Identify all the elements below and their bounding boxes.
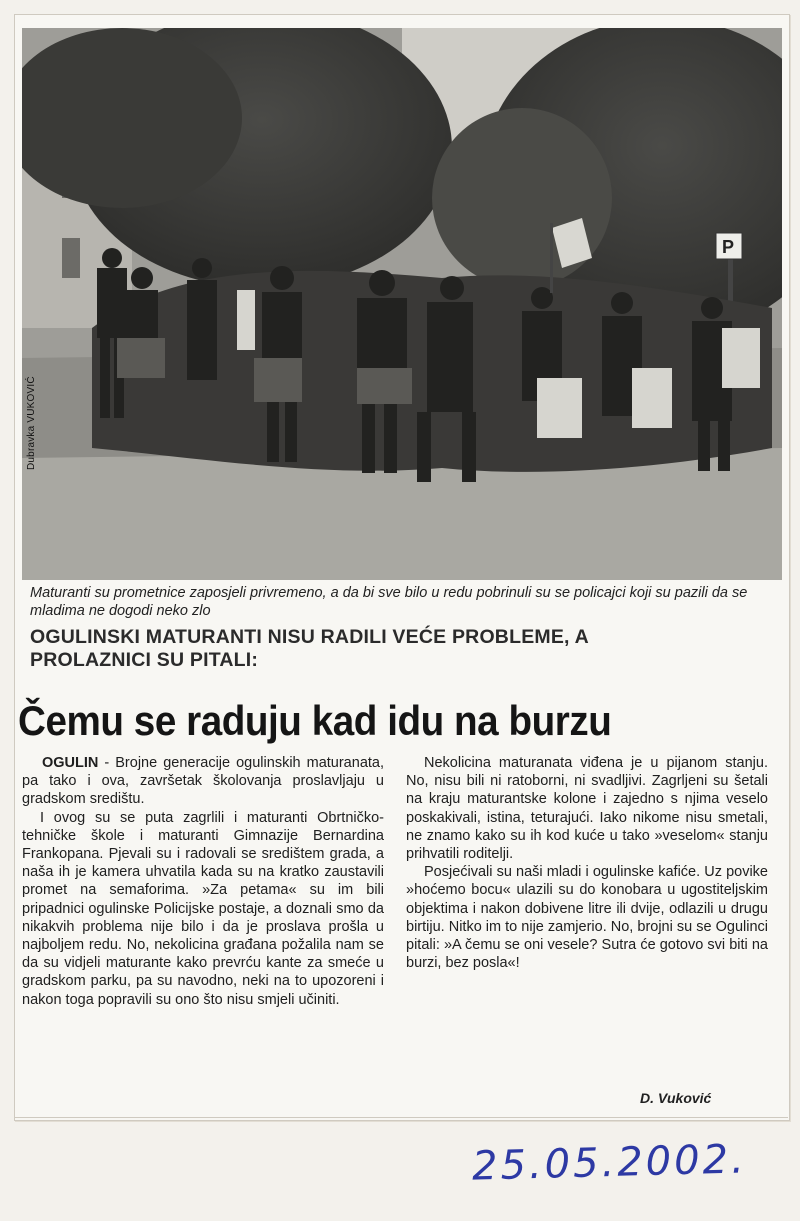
photo-credit: Dubravka VUKOVIĆ [26, 376, 37, 470]
article-kicker: OGULINSKI MATURANTI NISU RADILI VEĆE PROBLEME, A PROLAZNICI SU PITALI: [30, 626, 589, 671]
photo-caption: Maturanti su prometnice zaposjeli privremeno, a da bi sve bilo u redu pobrinuli su se policajci koji su pazili da se mladima ne dogodi neko zlo [30, 585, 748, 619]
article-paragraph: Nekolicina maturanata viđena je u pijanom stanju. No, nisu bili ni ratoborni, ni svadljivi. Zagrljeni su šetali na kraju maturantske kolone i zajedno s njima veselo poskakivali, istina, teturajući. Iako nikome nisu smetali, ne znamo kako su ih kod kuće u tako »veselom« stanju prihvatili roditelji. [406, 755, 768, 863]
author-byline: D. Vuković [640, 1090, 712, 1106]
article-column-right [406, 754, 768, 972]
handwritten-date: 25.05.2002. [471, 1136, 748, 1190]
dateline: OGULIN [42, 755, 99, 771]
article-paragraph: Posjećivali su naši mladi i ogulinske kafiće. Uz povike »hoćemo bocu« ulazili su do konobara u ugostiteljskim objektima i nakon dobivene litre ili dvije, odlazili u drugu birtiju. Nitko im to nije zamjerio. No, brojni su se Ogulinci pitali: »A čemu se oni vesele? Sutra će gotovo svi biti na burzi, bez posla«! [406, 864, 768, 972]
paragraph-text: - Brojne generacije ogulinskih maturanata, pa tako i ova, završetak školovanja proslavljaju u gradskom središtu. [22, 755, 384, 808]
svg-text:P: P [722, 237, 735, 257]
article-column-left [22, 754, 384, 1009]
photo-illustration [22, 28, 782, 580]
article-paragraph: I ovog su se puta zagrlili i maturanti Obrtničko-tehničke škole i maturanti Gimnazije Bernardina Frankopana. Pjevali su i radovali se središtem grada, a naša ih je kamera uhvatila kada su na kratko zaustavili promet na semaforima. »Za petama« su im bili pripadnici ogulinske Policijske postaje, a doznali smo da nikakvih problema nije bilo i da je proslava prošla u najboljem redu. No, nekolicina građana požalila nam se da su vidjeli maturante kako prevrću kante za smeće u gradskom parku, pa su navodno, neki na to upozoreni i nakon toga popravili su ono što nisu smjeli učiniti. [22, 809, 384, 1008]
article-paragraph [22, 754, 384, 809]
article-photo [22, 28, 782, 580]
article-headline: Čemu se raduju kad idu na burzu [18, 697, 612, 744]
clipping-edge [14, 1117, 788, 1118]
